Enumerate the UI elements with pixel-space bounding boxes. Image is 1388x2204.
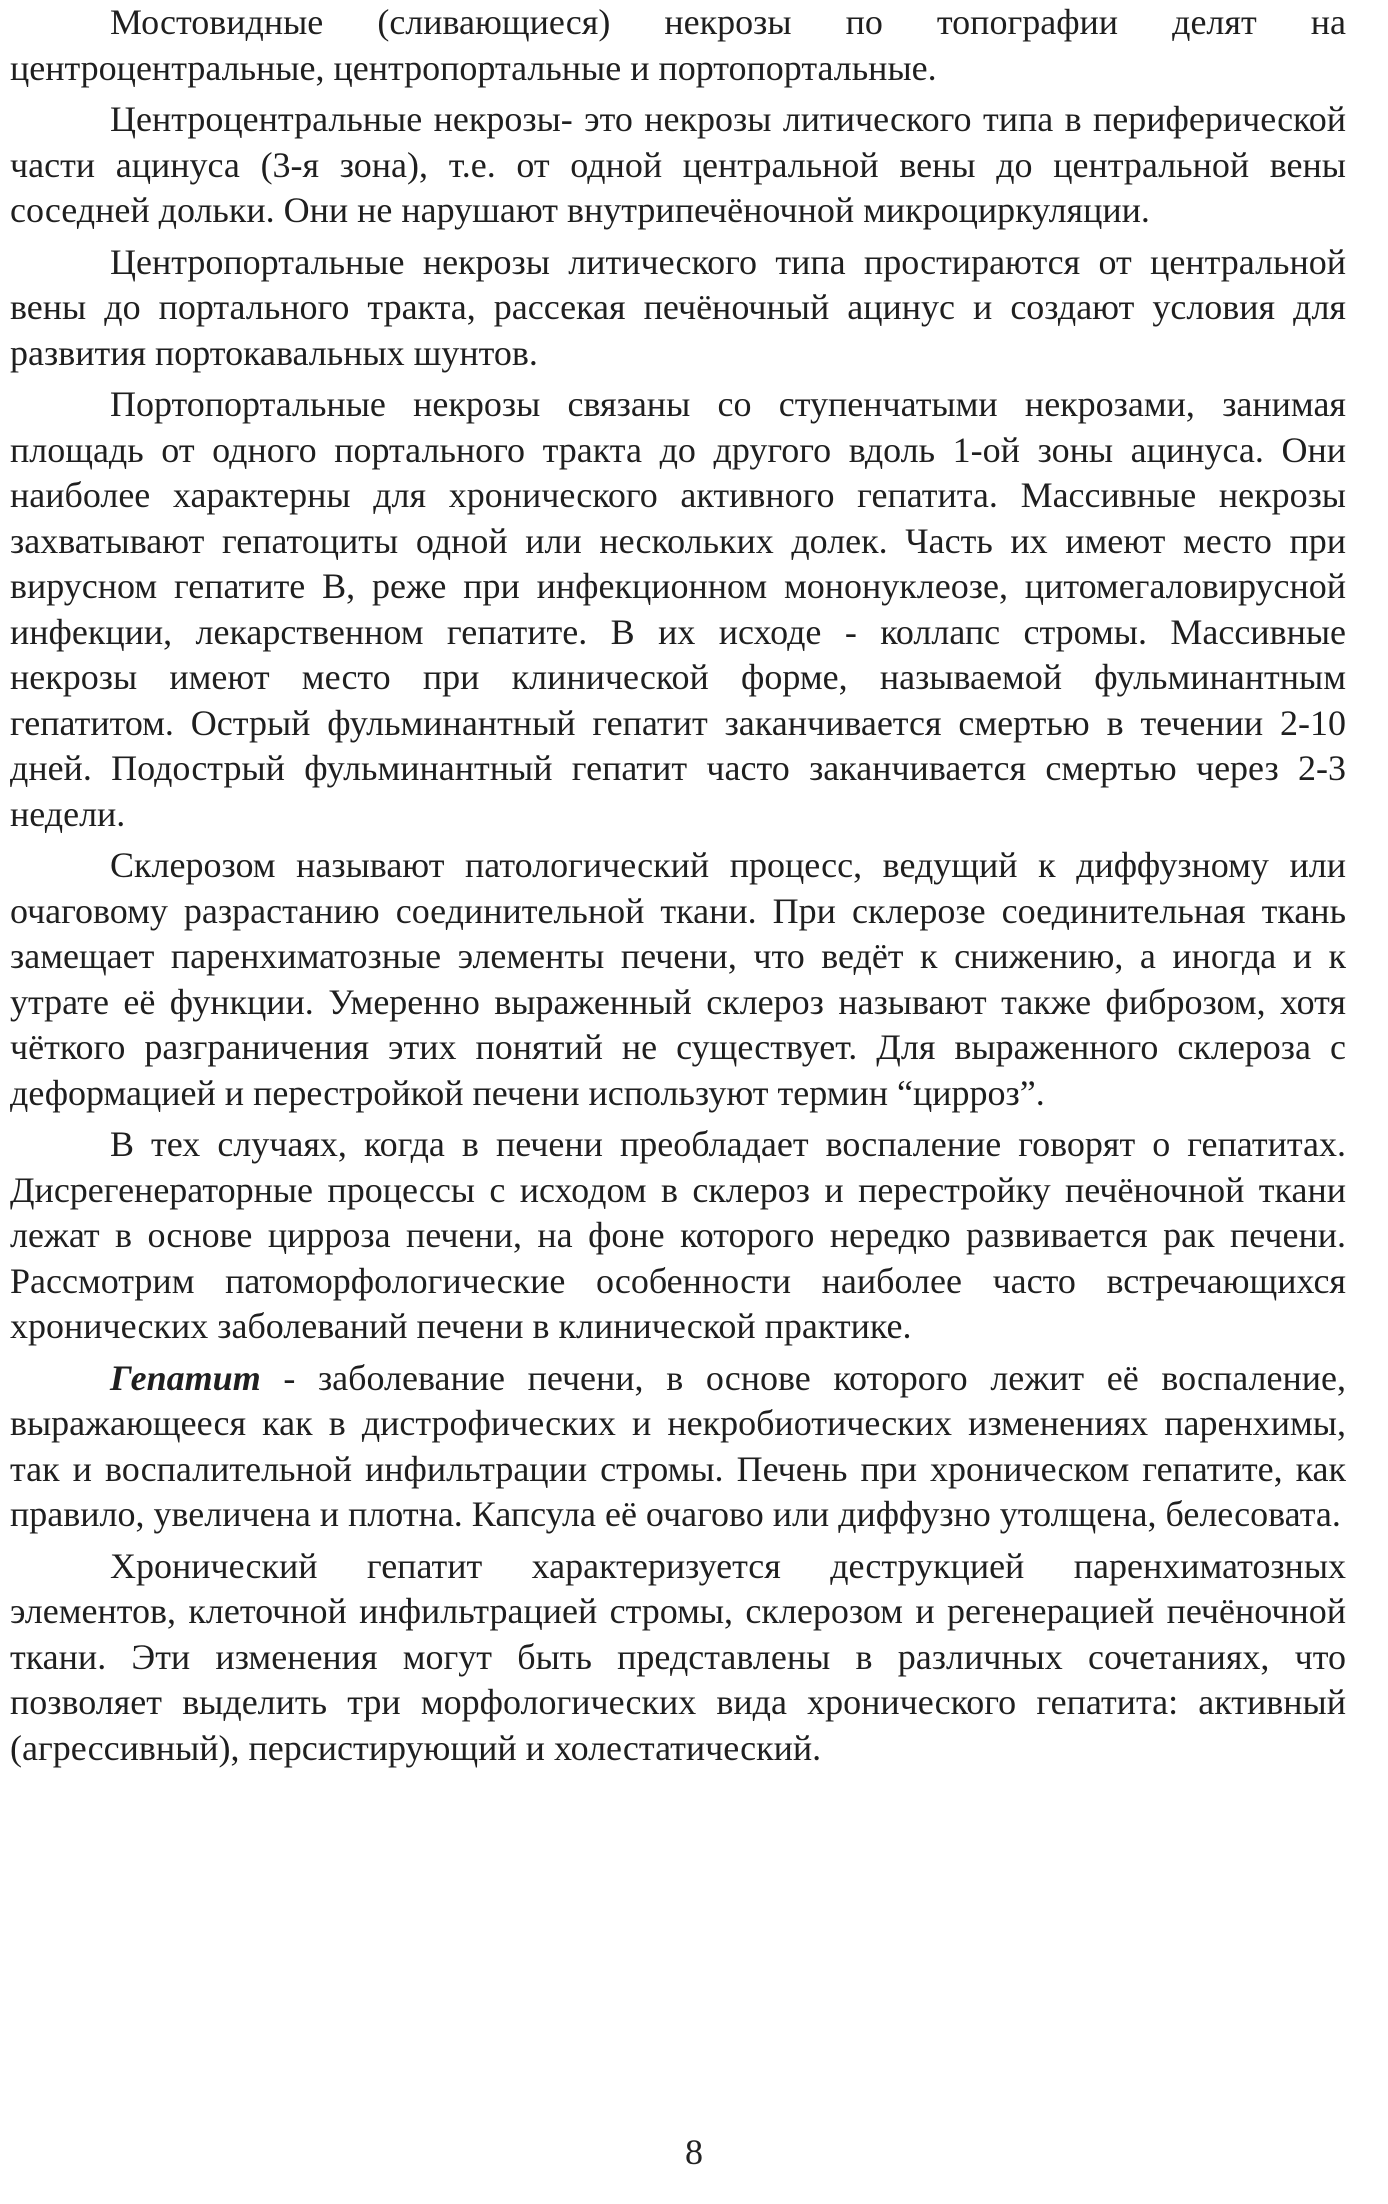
hepatitis-definition-text: - заболевание печени, в основе которого лежит её воспаление, выражающееся как в дистрофических и некробиотических изменениях паренхимы, так и воспалительной инфильтрации стромы. Печень при хроническом гепатите, как правило, увеличена и плотна. Капсула её очагово или диффузно утолщена, белесовата. — [10, 1357, 1346, 1534]
paragraph-bridging-necrosis: Мостовидные (сливающиеся) некрозы по топографии делят на центроцентральные, центропортальные и портопортальные. — [10, 2, 1346, 88]
paragraph-sclerosis: Склерозом называют патологический процесс, ведущий к диффузному или очаговому разрастанию соединительной ткани. При склерозе соединительная ткань замещает паренхиматозные элементы печени, что ведёт к снижению, а иногда и к утрате её функции. Умеренно выраженный склероз называют также фиброзом, хотя чёткого разграничения этих понятий не существует. Для выраженного склероза с деформацией и перестройкой печени используют термин “цирроз”. — [10, 845, 1346, 1113]
paragraph-portoportal-necrosis: Портопортальные некрозы связаны со ступенчатыми некрозами, занимая площадь от одного портального тракта до другого вдоль 1-ой зоны ацинуса. Они наиболее характерны для хронического активного гепатита. Массивные некрозы захватывают гепатоциты одной или нескольких долек. Часть их имеют место при вирусном гепатите В, реже при инфекционном мононуклеозе, цитомегаловирусной инфекции, лекарственном гепатите. В их исходе - коллапс стромы. Массивные некрозы имеют место при клинической форме, называемой фульминантным гепатитом. Острый фульминантный гепатит заканчивается смертью в течении 2-10 дней. Подострый фульминантный гепатит часто заканчивается смертью через 2-3 недели. — [10, 384, 1346, 834]
paragraph-centroportal-necrosis: Центропортальные некрозы литического типа простираются от центральной вены до портального тракта, рассекая печёночный ацинус и создают условия для развития портокавальных шунтов. — [10, 241, 1346, 373]
page-body — [10, 0, 1346, 1771]
paragraph-hepatitis-definition — [10, 1356, 1346, 1538]
paragraph-chronic-hepatitis: Хронический гепатит характеризуется деструкцией паренхиматозных элементов, клеточной инфильтрацией стромы, склерозом и регенерацией печёночной ткани. Эти изменения могут быть представлены в различных сочетаниях, что позволяет выделить три морфологических вида хронического гепатита: активный (агрессивный), персистирующий и холестатический. — [10, 1545, 1346, 1768]
paragraph-hepatitis-intro: В тех случаях, когда в печени преобладает воспаление говорят о гепатитах. Дисрегенераторные процессы с исходом в склероз и перестройку печёночной ткани лежат в основе цирроза печени, на фоне которого нередко развивается рак печени. Рассмотрим патоморфологические особенности наиболее часто встречающихся хронических заболеваний печени в клинической практике. — [10, 1124, 1346, 1346]
paragraph-centrocentral-necrosis: Центроцентральные некрозы- это некрозы литического типа в периферической части ацинуса (3-я зона), т.е. от одной центральной вены до центральной вены соседней дольки. Они не нарушают внутрипечёночной микроциркуляции. — [10, 99, 1346, 230]
page-number: 8 — [685, 2132, 703, 2172]
term-hepatitis: Гепатит — [110, 1357, 261, 1398]
